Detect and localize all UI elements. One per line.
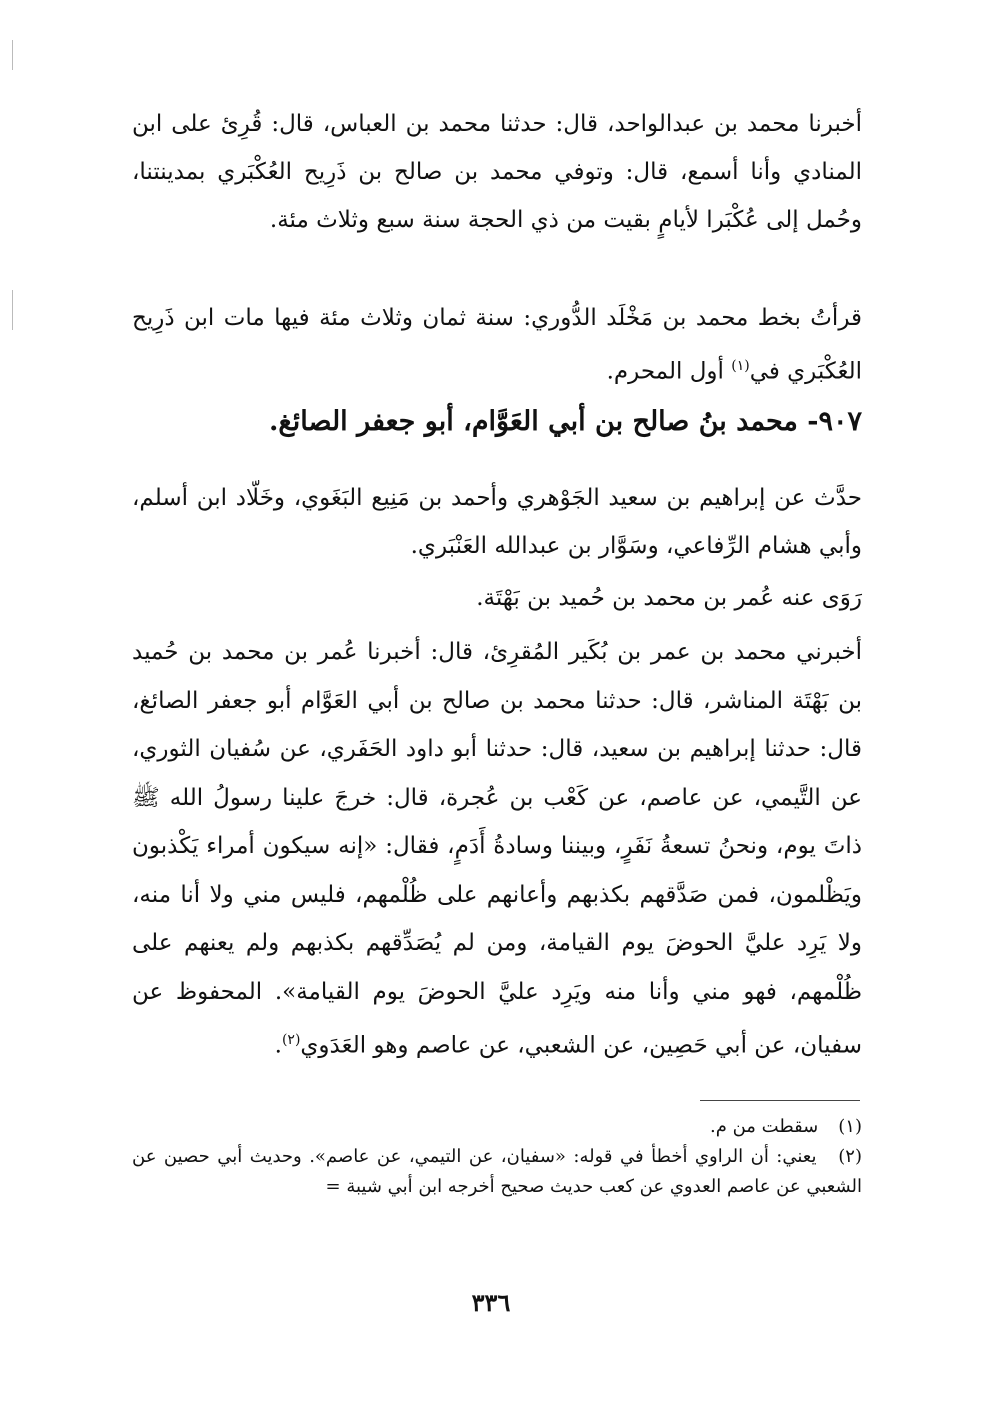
page-number: ٣٣٦: [471, 1288, 511, 1317]
paragraph-death-report: [132, 100, 862, 244]
paragraph-narrated-by: [132, 574, 862, 622]
footnote-text: سقطت من م.: [709, 1116, 819, 1137]
paragraph-text: أخبرني محمد بن عمر بن بُكَير المُقرِئ، قال: أخبرنا عُمر بن محمد بن حُميد بن بَهْتَة المناشر، قال: حدثنا محمد بن صالح بن أبي العَوَّام أبو جعفر الصائغ، قال: حدثنا إبراهيم بن سعيد، قال: حدثنا أبو داود الحَفَري، عن سُفيان الثوري، عن التَّيمي، عن عاصم، عن كَعْب بن عُجرة، قال: خرجَ علينا رسولُ الله ﷺ ذاتَ يوم، ونحنُ تسعةُ نَفَرٍ، وبيننا وسادةُ أَدَمٍ، فقال: «إنه سيكون أمراء يَكْذبون ويَظْلمون، فمن صَدَّقهم بكذبهم وأعانهم على ظُلْمهم، فليس مني ولا أنا منه، ولا يَرِد عليَّ الحوضَ يوم القيامة، ومن لم يُصَدِّقهم بكذبهم ولم يعنهم على ظُلْمهم، فهو مني وأنا منه ويَرِد عليَّ الحوضَ يوم القيامة». المحفوظ عن سفيان، عن أبي حَصِين، عن الشعبي، عن عاصم وهو العَدَوي: [132, 639, 862, 1059]
paragraph-text: رَوَى عنه عُمر بن محمد بن حُميد بن بَهْتَة.: [476, 585, 862, 611]
footnote-ref-1[interactable]: (١): [731, 358, 750, 374]
paragraph-text-tail: .: [274, 1032, 282, 1059]
footnote-text: يعني: أن الراوي أخطأ في قوله: «سفيان، عن التيمي، عن عاصم». وحديث أبي حصين عن الشعبي عن عاصم العدوي عن كعب حديث صحيح أخرجه ابن أبي شيبة =: [132, 1146, 862, 1197]
paragraph-narrated-from: [132, 474, 862, 570]
paragraph-durri-note: [132, 294, 862, 396]
footnotes: [132, 1112, 862, 1202]
paragraph-text: حدَّث عن إبراهيم بن سعيد الجَوْهري وأحمد بن مَنِيع البَغَوي، وخَلّاد ابن أسلم، وأبي هشام الرِّفاعي، وسَوَّار بن عبدالله العَنْبَري.: [132, 485, 862, 559]
footnote-ref-2[interactable]: (٢): [281, 1032, 301, 1048]
scan-margin-mark: [12, 40, 13, 70]
paragraph-text: أخبرنا محمد بن عبدالواحد، قال: حدثنا محمد بن العباس، قال: قُرِئ على ابن المنادي وأنا أسمع، قال: وتوفي محمد بن صالح بن ذَرِيح العُكْبَري بمدينتنا، وحُمل إلى عُكْبَرا لأيامٍ بقيت من ذي الحجة سنة سبع وثلاث مئة.: [132, 111, 862, 233]
entry-heading: ٩٠٧- محمد بنُ صالح بن أبي العَوَّام، أبو جعفر الصائغ.: [269, 406, 862, 437]
paragraph-text-tail: أول المحرم.: [606, 358, 732, 385]
footnote-number: (٢): [838, 1146, 862, 1167]
footnote-number: (١): [838, 1116, 862, 1137]
scan-margin-mark: [12, 290, 13, 330]
footnote-divider: [700, 1100, 860, 1101]
footnote-2: [132, 1142, 862, 1202]
paragraph-text: قرأتُ بخط محمد بن مَخْلَد الدُّوري: سنة ثمان وثلاث مئة فيها مات ابن ذَرِيح العُكْبَري في: [132, 305, 862, 385]
paragraph-hadith: [132, 628, 862, 1070]
footnote-1: [132, 1112, 862, 1142]
